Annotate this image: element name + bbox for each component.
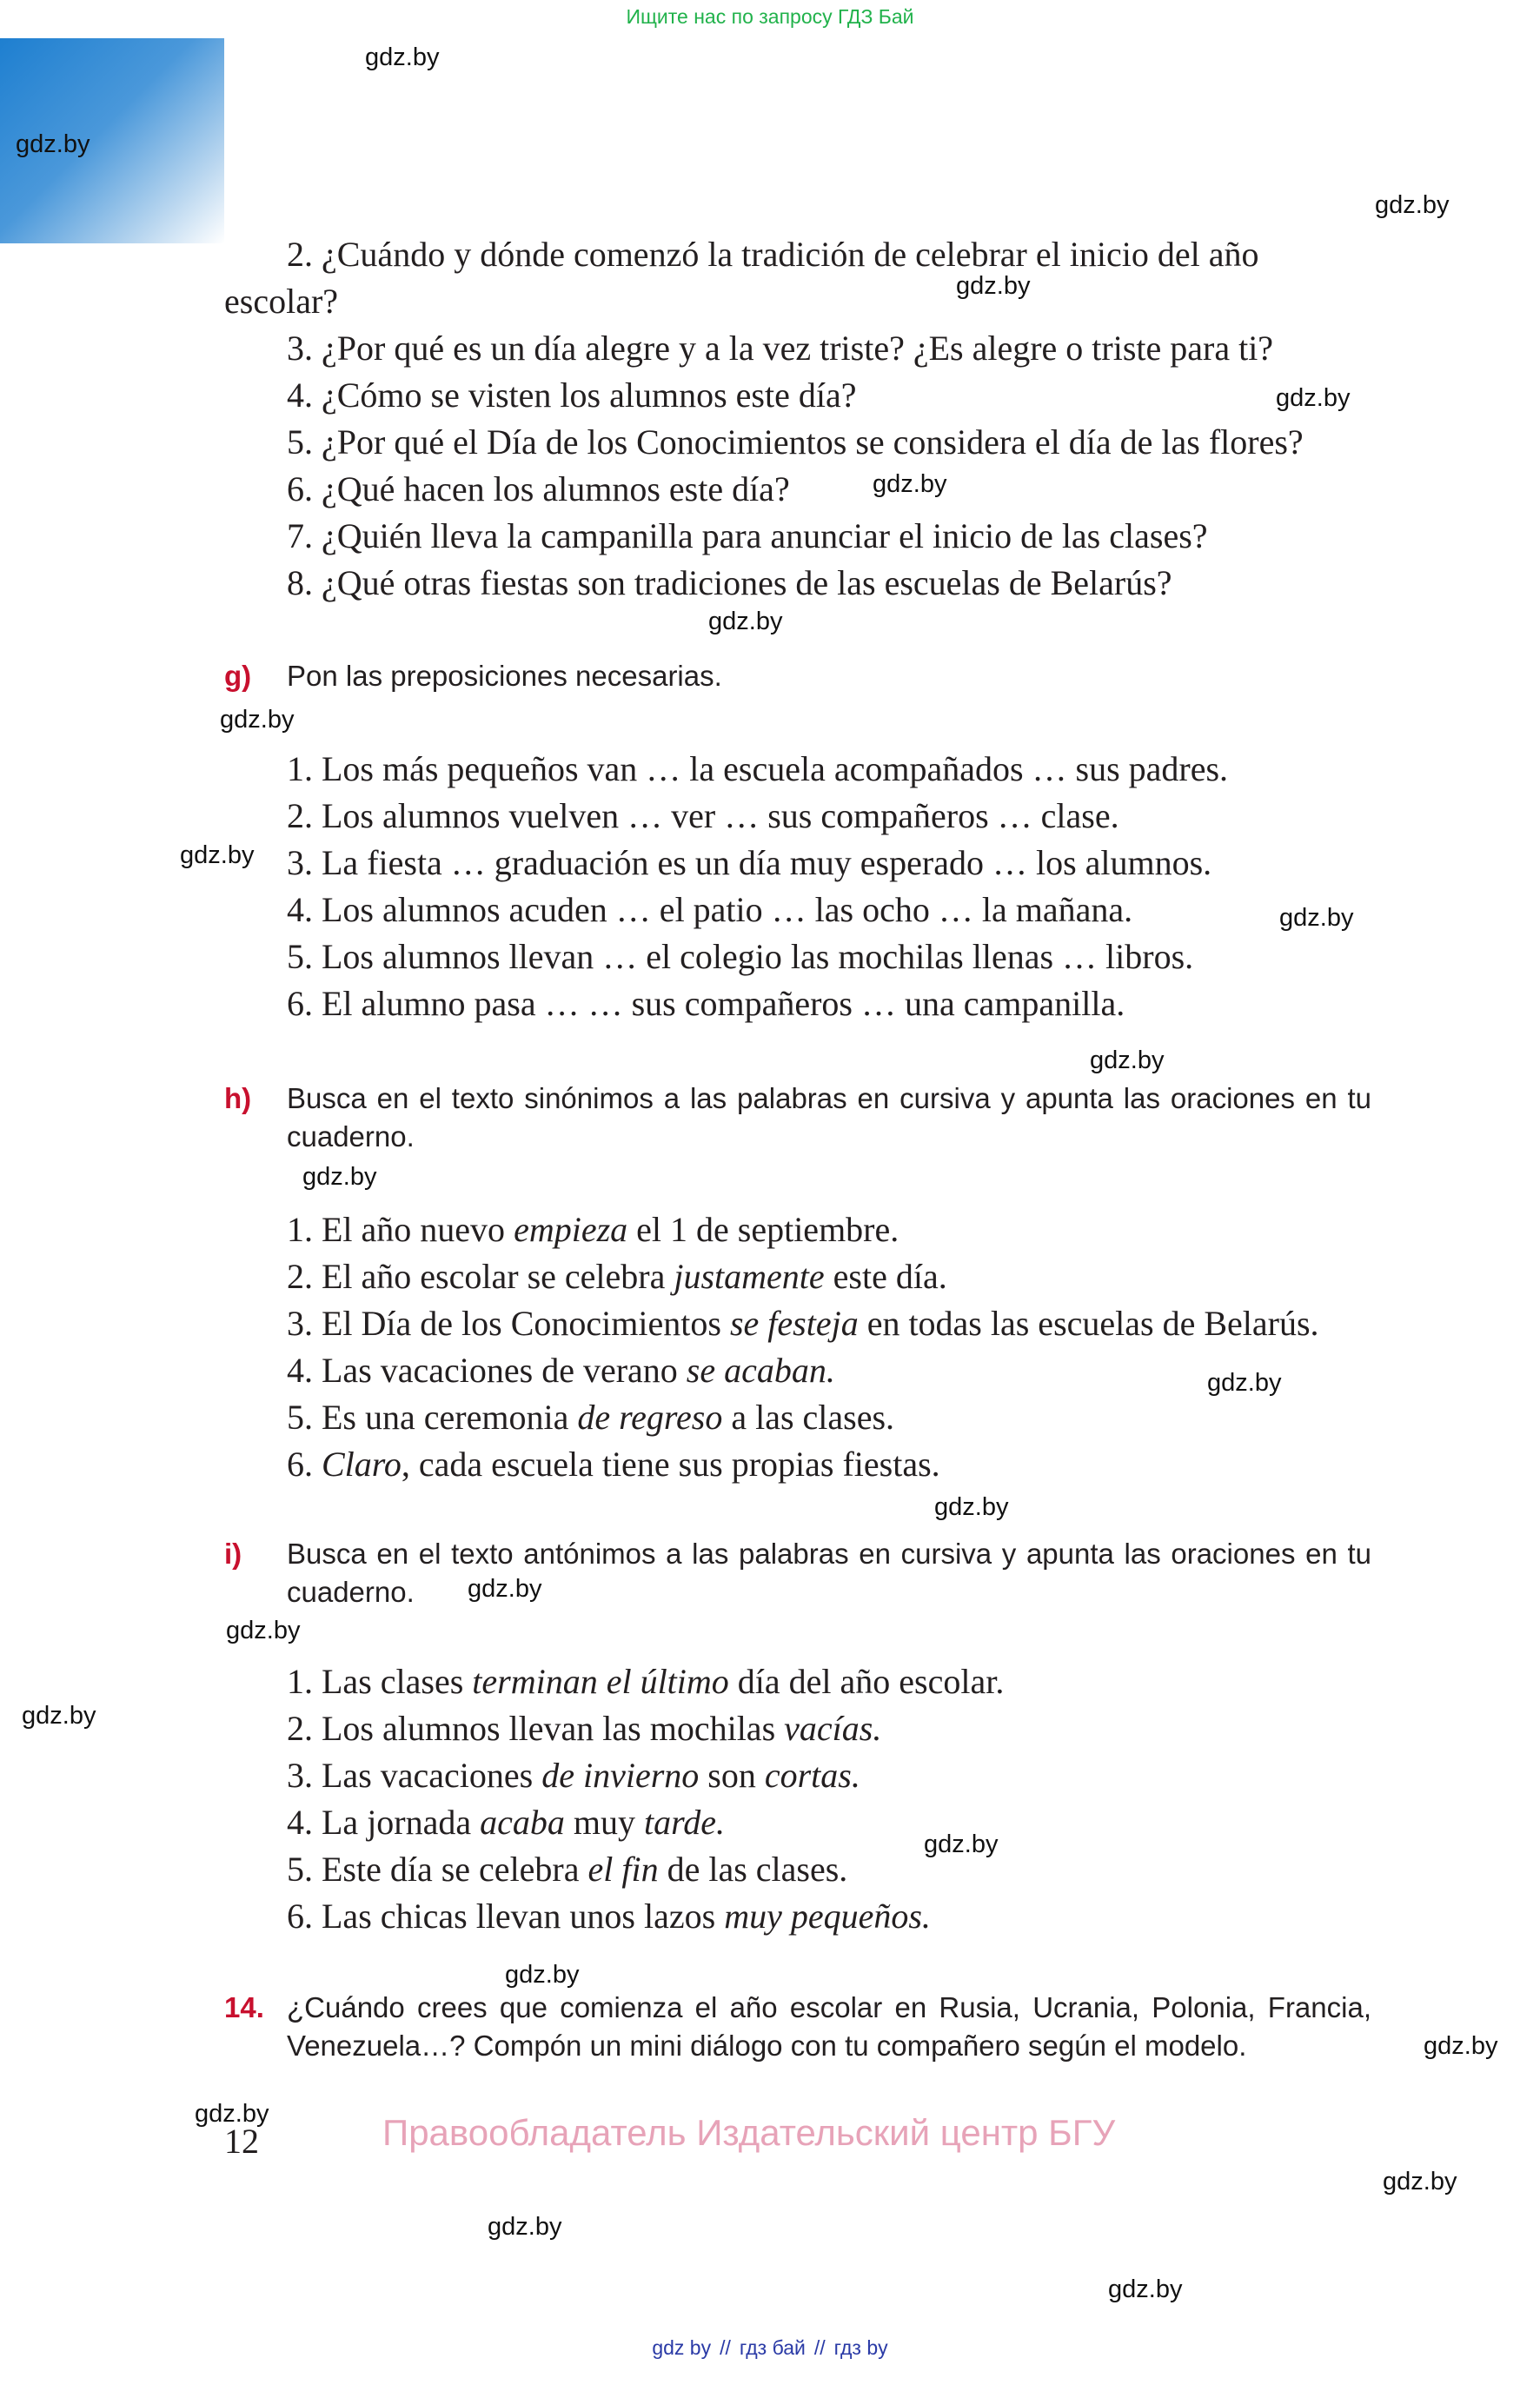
task-h-item: 6. Claro, cada escuela tiene sus propias fiestas.: [287, 1445, 940, 1484]
question-3: 3. ¿Por qué es un día alegre y a la vez triste? ¿Es alegre o triste para ti?: [287, 329, 1274, 368]
question-7: 7. ¿Quién lleva la campanilla para anunciar el inicio de las clases?: [287, 516, 1208, 555]
task-h-item: 5. Es una ceremonia de regreso a las clases.: [287, 1398, 895, 1437]
task-i-item: 5. Este día se celebra el fin de las clases.: [287, 1850, 848, 1889]
task-h-instruction: Busca en el texto sinónimos a las palabras en cursiva y apunta las oraciones en tu cuaderno.: [287, 1082, 1371, 1153]
bottom-banner: [0, 2336, 1540, 2360]
task-h-item: 1. El año nuevo empieza el 1 de septiembre.: [287, 1210, 899, 1249]
question-8: 8. ¿Qué otras fiestas son tradiciones de las escuelas de Belarús?: [287, 563, 1172, 602]
task-i-item: 3. Las vacaciones de invierno son cortas.: [287, 1756, 860, 1795]
question-2: 2. ¿Cuándo y dónde comenzó la tradición de celebrar el inicio del año: [287, 235, 1259, 274]
task-h-letter: h): [224, 1082, 252, 1114]
task-i-letter: i): [224, 1538, 242, 1570]
task-g: [224, 657, 1371, 695]
watermark: gdz.by: [195, 2100, 269, 2128]
bottom-link-gdz-by-cyr[interactable]: гдз by: [833, 2336, 888, 2359]
watermark: gdz.by: [1383, 2168, 1457, 2196]
watermark: gdz.by: [468, 1575, 542, 1603]
watermark: gdz.by: [1090, 1046, 1165, 1074]
task-i-item: 6. Las chicas llevan unos lazos muy pequeños.: [287, 1897, 931, 1936]
watermark: gdz.by: [1108, 2275, 1183, 2303]
task-h-item: 3. El Día de los Conocimientos se festeja en todas las escuelas de Belarús.: [287, 1304, 1319, 1343]
task-14-instruction: ¿Cuándo crees que comienza el año escolar en Rusia, Ucrania, Polonia, Francia, Venezuela…? Compón un mini diálogo con tu compañero según el modelo.: [287, 1991, 1371, 2062]
question-5: 5. ¿Por qué el Día de los Conocimientos se considera el día de las flores?: [287, 422, 1304, 462]
task-i-item: 4. La jornada acaba muy tarde.: [287, 1803, 725, 1842]
watermark: gdz.by: [220, 706, 295, 734]
watermark: gdz.by: [924, 1830, 999, 1858]
watermark: gdz.by: [956, 272, 1031, 300]
task-h-item: 4. Las vacaciones de verano se acaban.: [287, 1351, 835, 1390]
task-g-item: 3. La fiesta … graduación es un día muy esperado … los alumnos.: [287, 843, 1212, 882]
watermark: gdz.by: [934, 1493, 1009, 1521]
watermark: gdz.by: [1207, 1369, 1282, 1397]
task-g-letter: g): [224, 660, 252, 692]
task-g-instruction: Pon las preposiciones necesarias.: [287, 660, 722, 692]
task-i: [224, 1535, 1371, 1611]
task-g-item: 1. Los más pequeños van … la escuela acompañados … sus padres.: [287, 749, 1229, 788]
question-6: 6. ¿Qué hacen los alumnos este día?: [287, 469, 790, 508]
task-g-item: 4. Los alumnos acuden … el patio … las ocho … la mañana.: [287, 890, 1133, 929]
watermark: gdz.by: [873, 470, 947, 498]
watermark: gdz.by: [488, 2213, 562, 2241]
watermark: gdz.by: [302, 1163, 377, 1191]
bottom-link-gdz-by[interactable]: gdz by: [652, 2336, 712, 2359]
watermark: gdz.by: [505, 1961, 580, 1989]
task-h: [224, 1080, 1371, 1156]
question-2-cont: escolar?: [224, 282, 339, 321]
task-i-instruction: Busca en el texto antónimos a las palabras en cursiva y apunta las oraciones en tu cuaderno.: [287, 1538, 1371, 1608]
question-4: 4. ¿Cómo se visten los alumnos este día?: [287, 375, 857, 415]
task-14-number: 14.: [224, 1991, 264, 2023]
bottom-link-gdz-bai[interactable]: гдз бай: [739, 2336, 806, 2359]
watermark: gdz.by: [365, 43, 440, 71]
watermark: gdz.by: [1375, 191, 1450, 219]
watermark: gdz.by: [708, 608, 783, 635]
watermark: gdz.by: [1424, 2032, 1498, 2060]
task-14: [224, 1989, 1371, 2065]
page-number: 12: [224, 2122, 259, 2161]
task-i-item: 2. Los alumnos llevan las mochilas vacías.: [287, 1709, 882, 1748]
watermark: gdz.by: [1276, 384, 1351, 412]
bottom-separator: //: [813, 2336, 826, 2359]
task-g-item: 5. Los alumnos llevan … el colegio las mochilas llenas … libros.: [287, 937, 1194, 976]
watermark: gdz.by: [180, 841, 255, 869]
task-i-item: 1. Las clases terminan el último día del año escolar.: [287, 1662, 1005, 1701]
watermark: gdz.by: [226, 1617, 301, 1644]
task-g-item: 2. Los alumnos vuelven … ver … sus compañeros … clase.: [287, 796, 1119, 835]
bottom-separator: //: [720, 2336, 731, 2359]
watermark: gdz.by: [1279, 904, 1354, 932]
task-g-item: 6. El alumno pasa … … sus compañeros … una campanilla.: [287, 984, 1125, 1023]
task-h-item: 2. El año escolar se celebra justamente este día.: [287, 1257, 947, 1296]
watermark: gdz.by: [22, 1702, 96, 1730]
watermark: gdz.by: [16, 130, 90, 158]
copyright-notice: Правообладатель Издательский центр БГУ: [382, 2112, 1116, 2153]
top-banner[interactable]: Ищите нас по запросу ГДЗ Бай: [626, 5, 914, 28]
